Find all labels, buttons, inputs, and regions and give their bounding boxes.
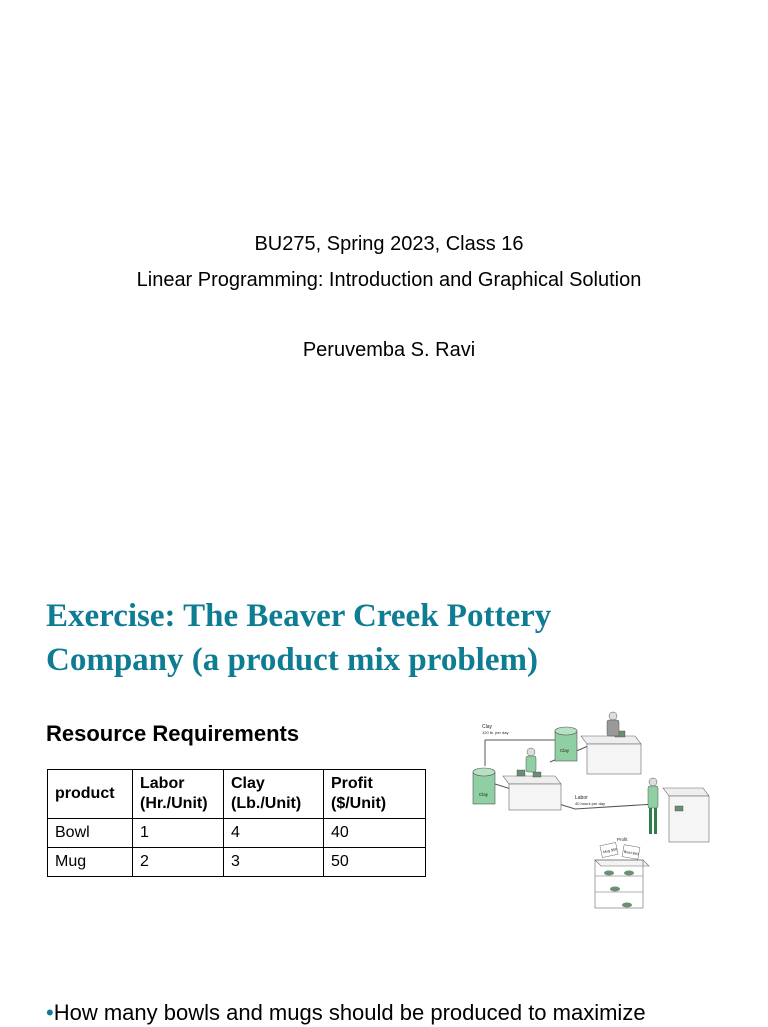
table-cell: 3	[224, 848, 324, 877]
exercise-heading-line2: Company (a product mix problem)	[46, 642, 538, 678]
table-cell: Bowl	[48, 819, 133, 848]
table-cell: 40	[324, 819, 426, 848]
workbench-left	[503, 770, 561, 810]
labor-label: Labor	[575, 795, 588, 801]
resource-table	[47, 769, 426, 877]
display-shelf	[595, 860, 649, 908]
profit-label: Profit	[617, 837, 628, 842]
author-name: Peruvemba S. Ravi	[302, 339, 476, 361]
mug-price-tag	[600, 842, 618, 857]
lecture-title: Linear Programming: Introduction and Graphical Solution	[136, 269, 642, 291]
clay-bin-right	[555, 727, 577, 761]
workbench-top	[581, 731, 641, 774]
header-clay: Clay (Lb./Unit)	[224, 770, 324, 819]
header-product: product	[48, 770, 133, 819]
clay-amount: 120 lb. per day	[482, 730, 509, 735]
worker-left	[526, 748, 536, 772]
title-block	[0, 226, 768, 298]
bullet-mark: •	[46, 1000, 54, 1025]
question-bullet	[46, 999, 766, 1027]
table-cell: Mug	[48, 848, 133, 877]
table-cell: 4	[224, 819, 324, 848]
clay-label: Clay	[482, 724, 493, 730]
svg-text:Mug $50: Mug $50	[602, 847, 618, 855]
labor-amount: 40 hours per day	[575, 801, 606, 806]
header-profit: Profit ($/Unit)	[324, 770, 426, 819]
table-row	[48, 848, 426, 877]
course-line: BU275, Spring 2023, Class 16	[254, 233, 524, 255]
worker-top	[607, 712, 619, 736]
workbench-right	[663, 788, 709, 842]
resource-requirements-heading: Resource Requirements	[46, 721, 300, 746]
table-header-row	[48, 770, 426, 819]
svg-text:Bowl $40: Bowl $40	[623, 849, 639, 857]
exercise-heading	[46, 594, 726, 682]
worker-right	[648, 778, 658, 834]
svg-text:Clay: Clay	[560, 748, 570, 753]
bowl-price-tag	[622, 845, 640, 860]
table-cell: 50	[324, 848, 426, 877]
svg-text:Clay: Clay	[479, 792, 489, 797]
pottery-production-illustration	[455, 704, 715, 914]
exercise-heading-line1: Exercise: The Beaver Creek Pottery	[46, 598, 552, 634]
bullet-text: How many bowls and mugs should be produced to maximize	[53, 1000, 646, 1025]
table-cell: 2	[133, 848, 224, 877]
table-cell: 1	[133, 819, 224, 848]
clay-bin-left	[473, 768, 495, 804]
header-labor: Labor (Hr./Unit)	[133, 770, 224, 819]
table-row	[48, 819, 426, 848]
